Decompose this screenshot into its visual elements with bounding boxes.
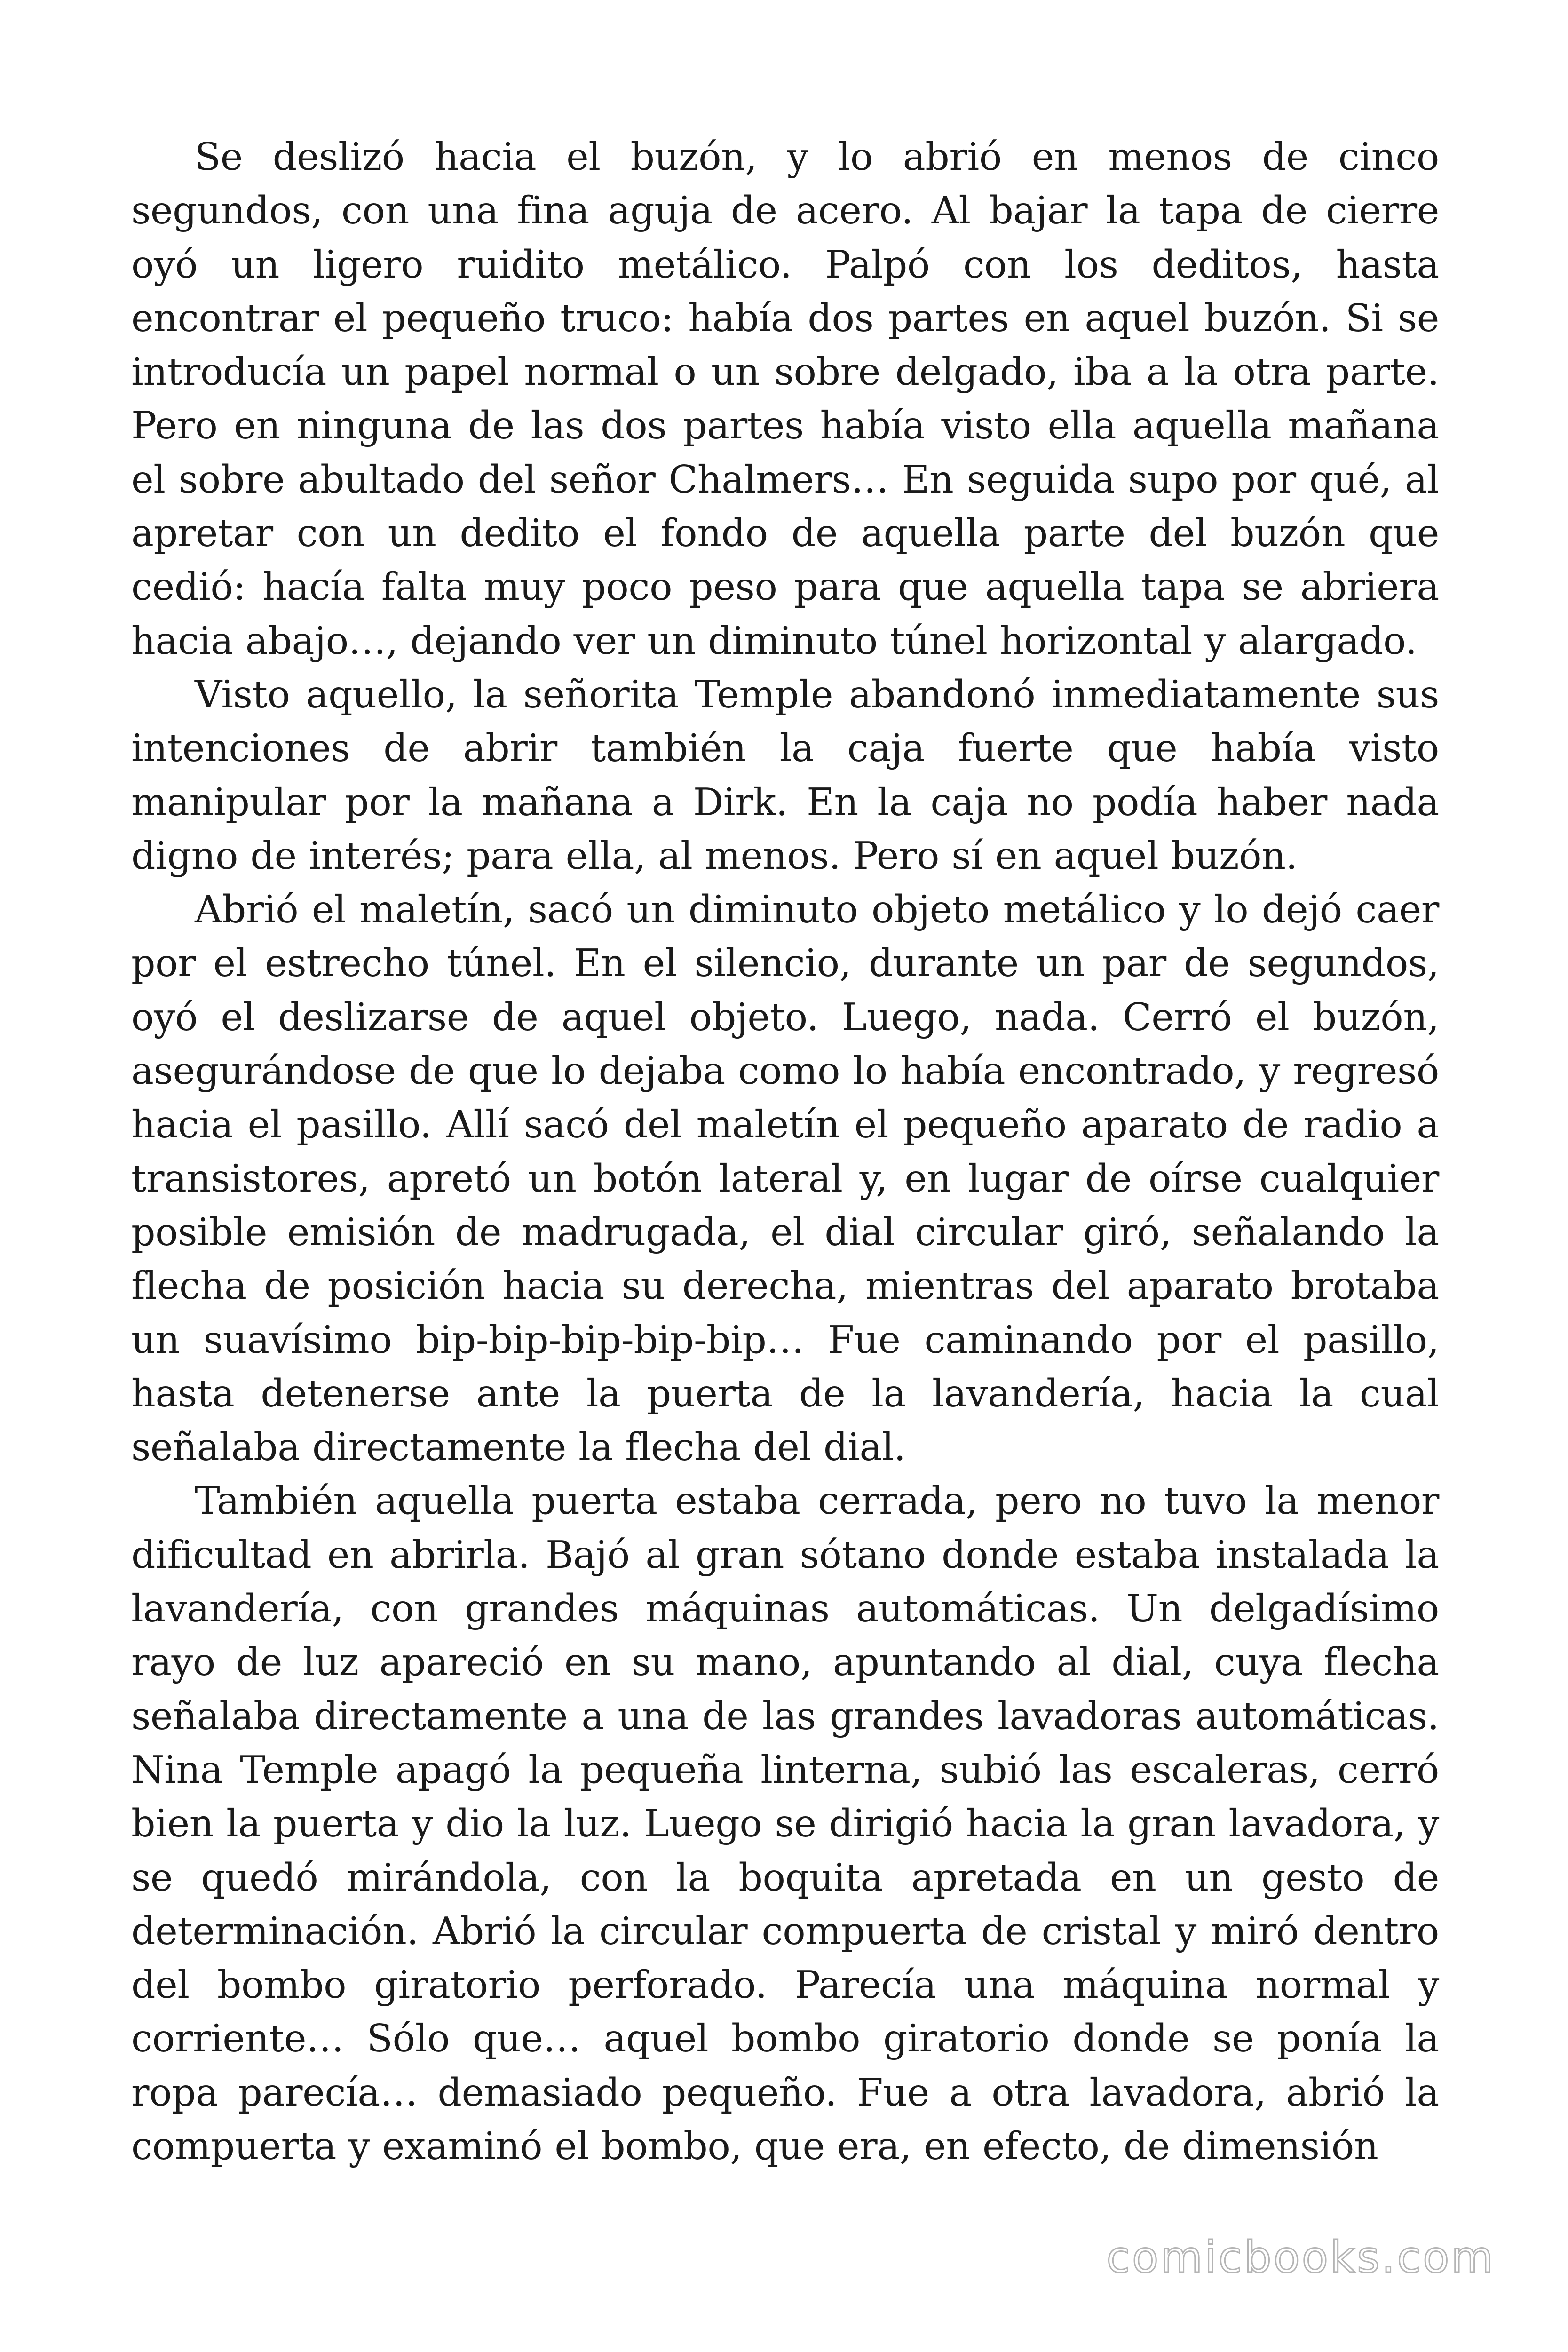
- site-watermark: comicbooks.com: [1106, 2232, 1495, 2282]
- book-page-text: [131, 130, 1439, 2173]
- paragraph-4: También aquella puerta estaba cerrada, pero no tuvo la menor dificultad en abrirla. Bajó al gran sótano donde estaba instalada la lavandería, con grandes máquinas automáticas. Un delgadísimo rayo de luz apareció en su mano, apuntando al dial, cuya flecha señalaba directamente a una de las grandes lavadoras automáticas. Nina Temple apagó la pequeña linterna, subió las escaleras, cerró bien la puerta y dio la luz. Luego se dirigió hacia la gran lavadora, y se quedó mirándola, con la boquita apretada en un gesto de determinación. Abrió la circular compuerta de cristal y miró dentro del bombo giratorio perforado. Parecía una máquina normal y corriente… Sólo que… aquel bombo giratorio donde se ponía la ropa parecía… demasiado pequeño. Fue a otra lavadora, abrió la compuerta y examinó el bombo, que era, en efecto, de dimensión: [131, 1478, 1439, 2168]
- paragraph-1: Se deslizó hacia el buzón, y lo abrió en menos de cinco segundos, con una fina aguja de acero. Al bajar la tapa de cierre oyó un ligero ruidito metálico. Palpó con los deditos, hasta encontrar el pequeño truco: había dos partes en aquel buzón. Si se introducía un papel normal o un sobre delgado, iba a la otra parte. Pero en ninguna de las dos partes había visto ella aquella mañana el sobre abultado del señor Chalmers… En seguida supo por qué, al apretar con un dedito el fondo de aquella parte del buzón que cedió: hacía falta muy poco peso para que aquella tapa se abriera hacia abajo…, dejando ver un diminuto túnel horizontal y alargado.: [131, 135, 1439, 663]
- paragraph-3: Abrió el maletín, sacó un diminuto objeto metálico y lo dejó caer por el estrecho túnel. En el silencio, durante un par de segundos, oyó el deslizarse de aquel objeto. Luego, nada. Cerró el buzón, asegurándose de que lo dejaba como lo había encontrado, y regresó hacia el pasillo. Allí sacó del maletín el pequeño aparato de radio a transistores, apretó un botón lateral y, en lugar de oírse cualquier posible emisión de madrugada, el dial circular giró, señalando la flecha de posición hacia su derecha, mientras del aparato brotaba un suavísimo bip-bip-bip-bip-bip… Fue caminando por el pasillo, hasta detenerse ante la puerta de la lavandería, hacia la cual señalaba directamente la flecha del dial.: [131, 887, 1439, 1470]
- paragraph-2: Visto aquello, la señorita Temple abandonó inmediatamente sus intenciones de abrir también la caja fuerte que había visto manipular por la mañana a Dirk. En la caja no podía haber nada digno de interés; para ella, al menos. Pero sí en aquel buzón.: [131, 672, 1439, 878]
